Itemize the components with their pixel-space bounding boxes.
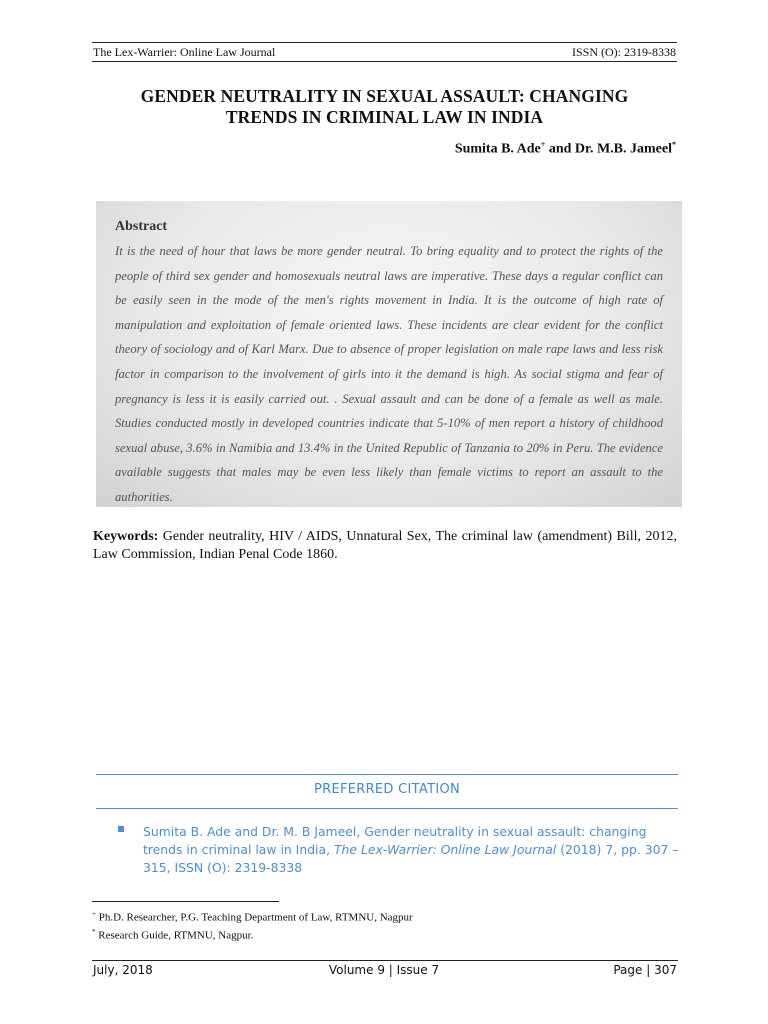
title-line-1: GENDER NEUTRALITY IN SEXUAL ASSAULT: CHANGING: [140, 86, 629, 106]
footnote: [92, 925, 413, 943]
footer-date: July, 2018: [93, 963, 153, 977]
keywords-label: Keywords:: [93, 529, 159, 544]
footnote-text: Research Guide, RTMNU, Nagpur.: [95, 929, 254, 942]
footer-page: Page | 307: [613, 963, 677, 977]
title-line-2: TRENDS IN CRIMINAL LAW IN INDIA: [225, 107, 544, 127]
author-1: Sumita B. Ade: [454, 141, 541, 157]
author-join: and: [545, 141, 575, 157]
footnote-mark: +: [92, 910, 96, 918]
author-2: Dr. M.B. Jameel: [574, 141, 672, 157]
bullet-icon: [118, 826, 124, 832]
citation-journal: The Lex-Warrier: Online Law Journal: [333, 842, 557, 857]
footnote-rule: [92, 901, 279, 902]
footnote-mark: *: [92, 927, 96, 936]
footer-rule: [92, 960, 678, 961]
abstract-box: [96, 201, 682, 507]
footnote: [92, 907, 413, 925]
citation-text-after: (2018) 7, pp. 307 – 315, ISSN (O): 2319-8338: [143, 842, 679, 875]
footnote-text: Ph.D. Researcher, P.G. Teaching Department of Law, RTMNU, Nagpur: [95, 911, 413, 924]
authors: [455, 140, 676, 158]
paper-title: [92, 86, 677, 128]
issn: ISSN (O): 2319-8338: [572, 45, 676, 59]
header-rule-bottom: [92, 61, 677, 62]
keywords-text: Gender neutrality, HIV / AIDS, Unnatural Sex, The criminal law (amendment) Bill, 2012, Law Commission, Indian Penal Code 1860.: [93, 529, 677, 562]
citation-text: [143, 823, 679, 877]
citation-heading: PREFERRED CITATION: [313, 782, 461, 797]
journal-name: The Lex-Warrier: Online Law Journal: [93, 45, 276, 59]
footer-volume: Volume 9 | Issue 7: [328, 963, 440, 977]
abstract-text: It is the need of hour that laws be more gender neutral. To bring equality and to protect the rights of the people of third sex gender and homosexuals neutral laws are imperative. These days a regular conflict can be easily seen in the mode of the men's rights movement in India. It is the outcome of high rate of manipulation and exploitation of female oriented laws. These incidents are clear evident for the conflict theory of sociology and of Karl Marx. Due to absence of proper legislation on male rape laws and less risk factor in comparison to the involvement of girls into it the demand is high. As social stigma and fear of pregnancy is less it is easily carried out. . Sexual assault and can be done of a female as well as male. Studies conducted mostly in developed countries indicate that 5-10% of men report a history of childhood sexual abuse, 3.6% in Namibia and 13.4% in the United Republic of Tanzania to 20% in Peru. The evidence available suggests that males may be even less likely than female victims to report an assault to the authorities.: [115, 244, 663, 504]
author-2-mark: *: [672, 140, 676, 149]
citation-text-before: Sumita B. Ade and Dr. M. B Jameel, Gender neutrality in sexual assault: changing trends in criminal law in India,: [143, 824, 647, 857]
header-rule-top: [92, 42, 677, 43]
keywords: [93, 528, 677, 564]
citation-rule-top: [96, 774, 678, 775]
author-1-mark: +: [540, 140, 546, 149]
citation-rule-bottom: [96, 808, 678, 809]
footnotes: [92, 907, 413, 942]
abstract-heading: Abstract: [115, 219, 168, 234]
